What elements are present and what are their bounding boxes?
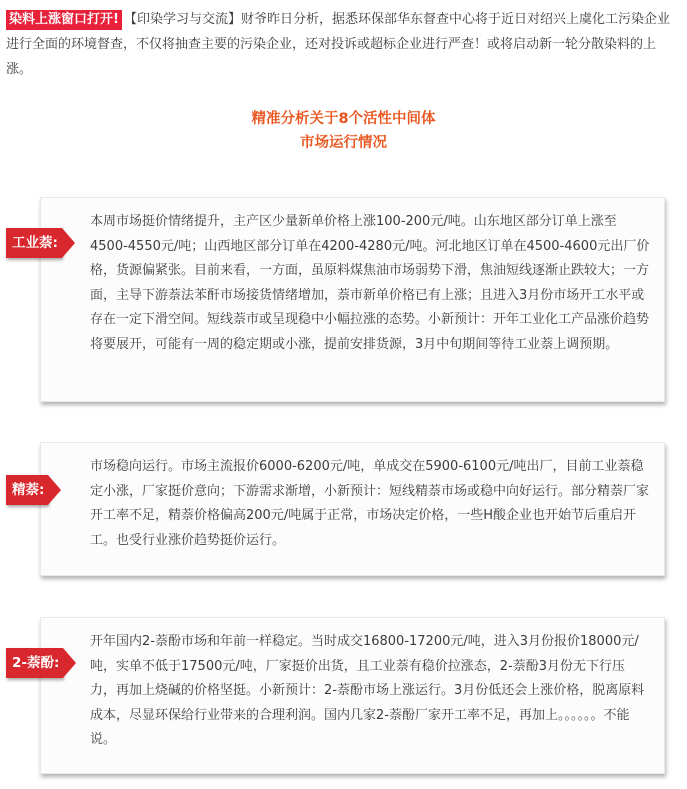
- intro-paragraph: [6, 7, 678, 82]
- label-ribbon-2-naphthol: [6, 648, 76, 678]
- card-refined-naphthalene: [40, 442, 665, 576]
- card-2-naphthol: [40, 617, 665, 774]
- ribbon-arrow-icon: [63, 648, 76, 678]
- section-heading-line1: 精准分析关于8个活性中间体: [251, 111, 436, 127]
- ribbon-label: 精萘:: [6, 475, 48, 505]
- card-text: 市场稳向运行。市场主流报价6000-6200元/吨，单成交在5900-6100元/吨出厂，目前工业萘稳定小涨，厂家挺价意向；下游需求渐增，小新预计：短线精萘市场或稳中向好运行。部分精萘厂家开工率不足，精萘价格偏高200元/吨属于正常，市场决定价格，一些H酸企业也开始节后重启开工。也受行业涨价趋势挺价运行。: [90, 459, 650, 548]
- section-heading-line2: 市场运行情况: [300, 135, 387, 151]
- ribbon-label: 2-萘酚:: [6, 648, 63, 678]
- ribbon-arrow-icon: [62, 228, 75, 258]
- ribbon-label: 工业萘:: [6, 228, 62, 258]
- label-ribbon-refined-naphthalene: [6, 475, 61, 505]
- card-text: 本周市场挺价情绪提升，主产区少量新单价格上涨100-200元/吨。山东地区部分订单上涨至4500-4550元/吨；山西地区部分订单在4200-4280元/吨。河北地区订单在4500-4600元出厂价格，货源偏紧张。目前来看，一方面，虽原料煤焦油市场弱势下滑，焦油短线逐渐止跌较大；一方面，主导下游萘法苯酐市场接货情绪增加，萘市新单价格已有上涨；且进入3月份市场开工水平或存在一定下滑空间。短线萘市或呈现稳中小幅拉涨的态势。小新预计：开年工业化工产品涨价趋势将要展开，可能有一周的稳定期或小涨，提前安排货源，3月中旬期间等待工业萘上调预期。: [90, 214, 650, 352]
- card-industrial-naphthalene: [40, 197, 665, 402]
- card-text: 开年国内2-萘酚市场和年前一样稳定。当时成交16800-17200元/吨，进入3月份报价18000元/吨，实单不低于17500元/吨，厂家挺价出货，且工业萘有稳价拉涨态，2-萘酚3月份无下行压力，再加上烧碱的价格坚挺。小新预计：2-萘酚市场上涨运行。3月份低还会上涨价格，脱离原料成本，尽显环保给行业带来的合理利润。国内几家2-萘酚厂家开工率不足，再加上。。。。。。不能说。: [90, 634, 645, 747]
- hot-tag: 染料上涨窗口打开!: [6, 10, 122, 30]
- intro-text: 【印染学习与交流】财爷昨日分析，据悉环保部华东督查中心将于近日对绍兴上虞化工污染企业进行全面的环境督查，不仅将抽查主要的污染企业，还对投诉或超标企业进行严查！或将启动新一轮分散染料的上涨。: [6, 12, 670, 77]
- label-ribbon-industrial-naphthalene: [6, 228, 75, 258]
- ribbon-arrow-icon: [48, 475, 61, 505]
